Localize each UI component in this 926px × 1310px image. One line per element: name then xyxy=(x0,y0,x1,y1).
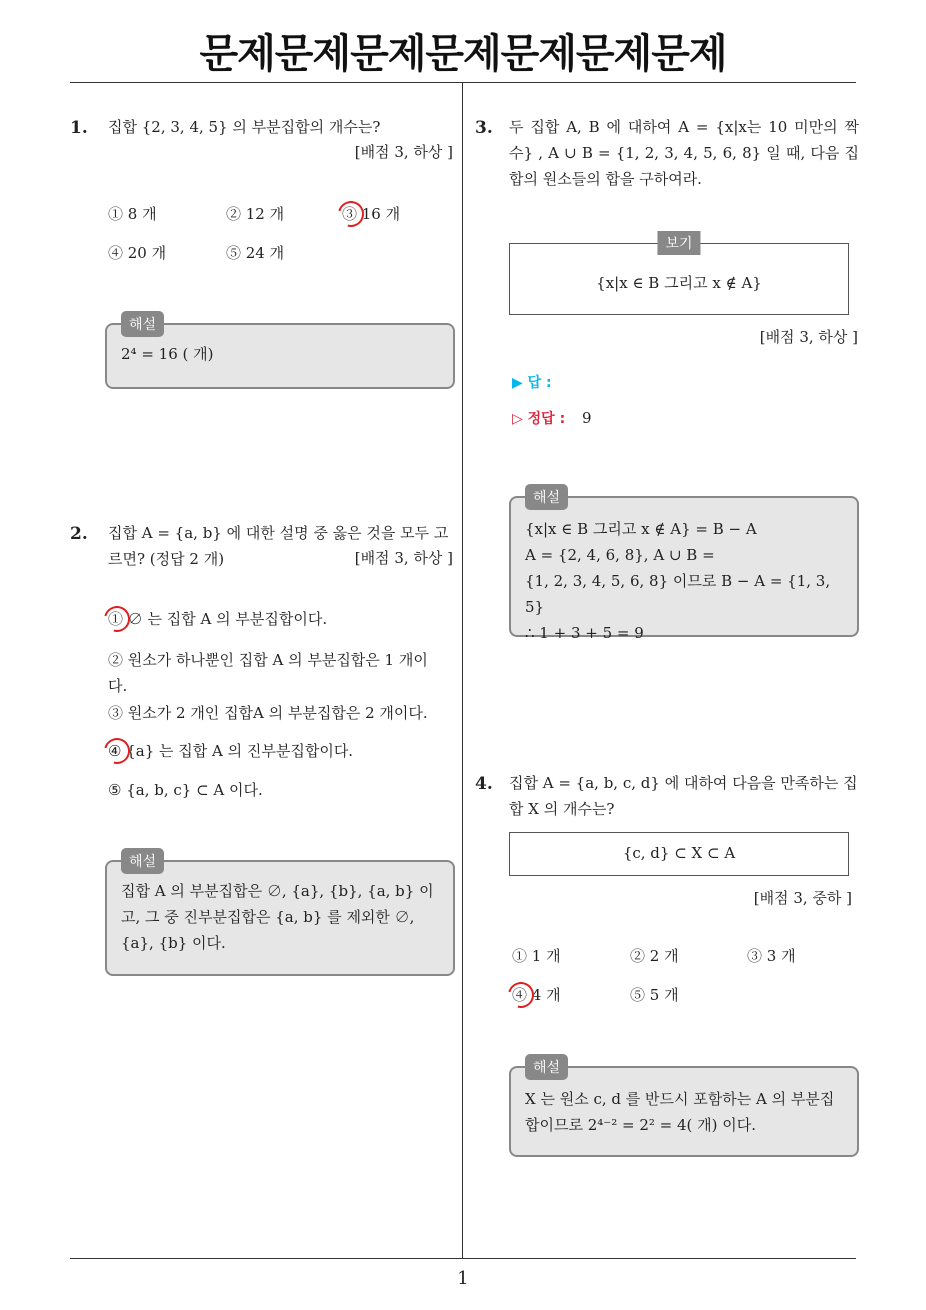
q4-number: 4. xyxy=(475,774,493,794)
q4-choice-4[interactable]: ④ 4 개 xyxy=(512,986,561,1004)
q3-exp-line-4: ∴ 1 + 3 + 5 = 9 xyxy=(525,624,644,642)
q2-explanation xyxy=(105,854,455,976)
q2-choice-2[interactable]: ② 원소가 하나뿐인 집합 A 의 부분집합은 1 개이다. xyxy=(108,651,428,695)
page-number: 1 xyxy=(457,1268,469,1289)
q3-explanation xyxy=(509,490,859,642)
q2-choice-3[interactable]: ③ 원소가 2 개인 집합A 의 부분집합은 2 개이다. xyxy=(108,704,428,722)
page-title: 문제문제문제문제문제문제문제 xyxy=(199,31,727,77)
q2-choice-4[interactable]: ④ {a} 는 집합 A 의 진부분집합이다. xyxy=(108,742,354,760)
q4-exp-text: X 는 원소 c, d 를 반드시 포함하는 A 의 부분집합이므로 2⁴⁻² = 2² = 4( 개) 이다. xyxy=(525,1090,835,1134)
q4-score: [배점 3, 중하 ] xyxy=(753,889,852,907)
q1-choice-5[interactable]: ⑤ 24 개 xyxy=(226,244,285,262)
q4-choice-5[interactable]: ⑤ 5 개 xyxy=(630,986,679,1004)
q2-number: 2. xyxy=(70,524,88,544)
q4-condition-box xyxy=(509,832,849,876)
q1-choice-3[interactable]: ③ 16 개 xyxy=(342,205,401,223)
q2-exp-text: 집합 A 의 부분집합은 ∅, {a}, {b}, {a, b} 이고, 그 중 진부분집합은 {a, b} 를 제외한 ∅, {a}, {b} 이다. xyxy=(121,882,434,952)
bottom-divider xyxy=(70,1258,856,1259)
q4-explanation xyxy=(509,1060,859,1157)
q2-score: [배점 3, 하상 ] xyxy=(354,549,453,567)
q3-number: 3. xyxy=(475,118,493,138)
q3-exp-line-3: {1, 2, 3, 4, 5, 6, 8} 이므로 B − A = {1, 3, 5} xyxy=(525,572,831,616)
q1-exp-text: 2⁴ = 16 ( 개) xyxy=(121,345,214,363)
q3-text: 두 집합 A, B 에 대하여 A = {x|x는 10 미만의 짝수} , A ∪ B = {1, 2, 3, 4, 5, 6, 8} 일 때, 다음 집합의 원소들의 합을 구하여라. xyxy=(509,118,859,188)
q2-text: 집합 A = {a, b} 에 대한 설명 중 옳은 것을 모두 고르면? (정답 2 개) xyxy=(108,524,449,568)
q4-choice-2[interactable]: ② 2 개 xyxy=(630,947,679,965)
q2-exp-tag: 해설 xyxy=(121,848,164,874)
q4-condition-text: {c, d} ⊂ X ⊂ A xyxy=(622,844,736,862)
q1-answer-mark xyxy=(333,196,369,232)
top-divider xyxy=(70,82,856,83)
q3-correct-label: ▷ 정답 : xyxy=(512,411,566,427)
q1-exp-tag: 해설 xyxy=(121,311,164,337)
q3-exp-line-1: {x|x ∈ B 그리고 x ∉ A} = B − A xyxy=(525,520,757,538)
q1-score: [배점 3, 하상 ] xyxy=(354,143,453,161)
q2-answer-mark-1 xyxy=(99,601,135,637)
q1-choice-2[interactable]: ② 12 개 xyxy=(226,205,285,223)
q3-answer-label: ▶ 답 : xyxy=(512,375,552,391)
q1-explanation xyxy=(105,317,455,389)
q3-score: [배점 3, 하상 ] xyxy=(759,328,858,346)
q1-number: 1. xyxy=(70,118,88,138)
q3-bogi-tag: 보기 xyxy=(657,231,700,255)
q1-choice-4[interactable]: ④ 20 개 xyxy=(108,244,167,262)
q3-exp-tag: 해설 xyxy=(525,484,568,510)
q4-choice-3[interactable]: ③ 3 개 xyxy=(747,947,796,965)
q4-exp-tag: 해설 xyxy=(525,1054,568,1080)
q3-exp-line-2: A = {2, 4, 6, 8}, A ∪ B = xyxy=(525,546,715,564)
q1-choice-1[interactable]: ① 8 개 xyxy=(108,205,157,223)
q2-choice-1[interactable]: ① ∅ 는 집합 A 의 부분집합이다. xyxy=(108,610,328,628)
q2-answer-mark-2 xyxy=(99,733,135,769)
q4-choice-1[interactable]: ① 1 개 xyxy=(512,947,561,965)
q3-bogi-text: {x|x ∈ B 그리고 x ∉ A} xyxy=(596,274,762,292)
q4-text: 집합 A = {a, b, c, d} 에 대하여 다음을 만족하는 집합 X 의 개수는? xyxy=(509,774,858,818)
q3-correct-value: 9 xyxy=(582,409,592,427)
column-divider xyxy=(462,83,463,1258)
q2-choice-5[interactable]: ⑤ {a, b, c} ⊂ A 이다. xyxy=(108,781,263,799)
q1-text: 집합 {2, 3, 4, 5} 의 부분집합의 개수는? xyxy=(108,118,381,136)
q3-bogi-box xyxy=(509,236,849,315)
q4-answer-mark xyxy=(503,977,539,1013)
